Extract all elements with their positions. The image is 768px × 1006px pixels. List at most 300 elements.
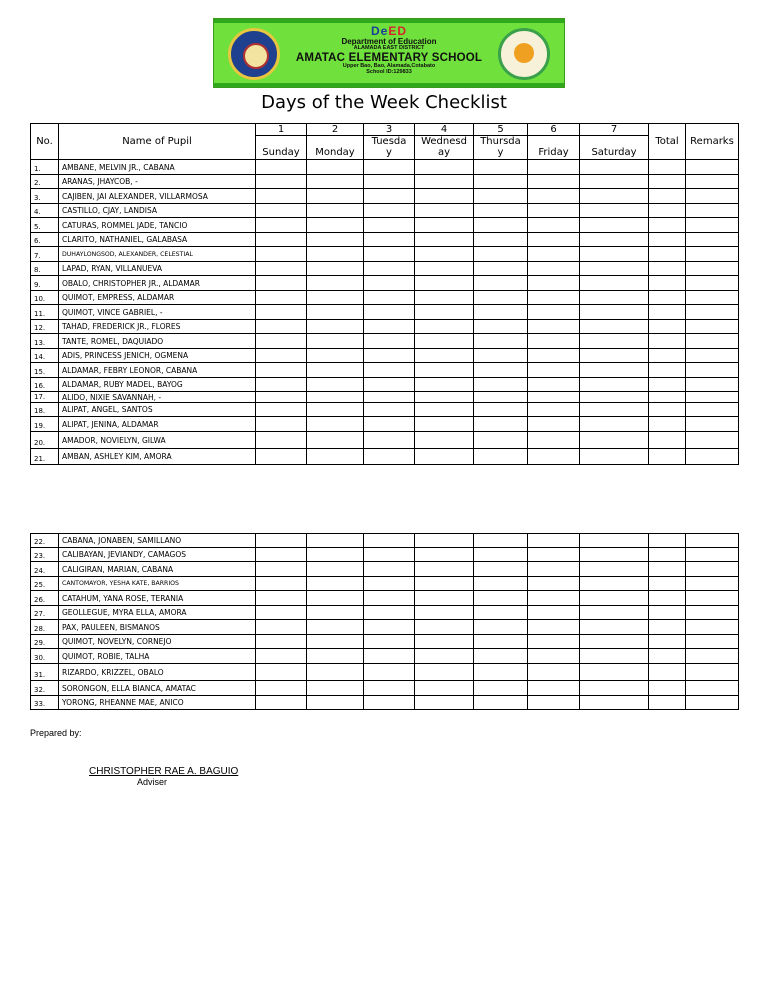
day-check-cell[interactable] (415, 392, 474, 403)
table-row (31, 635, 739, 649)
remarks-cell[interactable] (686, 363, 739, 378)
day-check-cell[interactable] (474, 291, 528, 305)
day-check-cell[interactable] (528, 204, 580, 218)
remarks-cell[interactable] (686, 548, 739, 562)
day-check-cell[interactable] (580, 417, 649, 432)
day-check-cell[interactable] (415, 449, 474, 465)
day-check-cell[interactable] (580, 577, 649, 591)
day-check-cell[interactable] (528, 548, 580, 562)
day-check-cell[interactable] (474, 218, 528, 233)
day-check-cell[interactable] (364, 432, 415, 449)
total-cell[interactable] (649, 534, 686, 548)
day-check-cell[interactable] (580, 534, 649, 548)
day-check-cell[interactable] (364, 189, 415, 204)
day-check-cell[interactable] (528, 189, 580, 204)
day-check-cell[interactable] (528, 591, 580, 606)
day-check-cell[interactable] (580, 449, 649, 465)
day-check-cell[interactable] (364, 247, 415, 262)
day-check-cell[interactable] (580, 305, 649, 320)
day-check-cell[interactable] (307, 403, 364, 417)
day-check-cell[interactable] (580, 160, 649, 175)
day-check-cell[interactable] (528, 363, 580, 378)
day-check-cell[interactable] (580, 378, 649, 392)
day-check-cell[interactable] (307, 534, 364, 548)
table-row (31, 534, 739, 548)
total-cell[interactable] (649, 320, 686, 334)
day-check-cell[interactable] (307, 305, 364, 320)
day-check-cell[interactable] (256, 262, 307, 276)
day-check-cell[interactable] (415, 276, 474, 291)
day-check-cell[interactable] (256, 591, 307, 606)
day-check-cell[interactable] (256, 291, 307, 305)
day-check-cell[interactable] (256, 696, 307, 710)
remarks-cell[interactable] (686, 378, 739, 392)
day-check-cell[interactable] (474, 696, 528, 710)
day-check-cell[interactable] (415, 432, 474, 449)
total-cell[interactable] (649, 635, 686, 649)
remarks-cell[interactable] (686, 432, 739, 449)
day-check-cell[interactable] (364, 392, 415, 403)
day-check-cell[interactable] (307, 577, 364, 591)
day-check-cell[interactable] (580, 591, 649, 606)
day-check-cell[interactable] (415, 591, 474, 606)
day-check-cell[interactable] (528, 233, 580, 247)
day-check-cell[interactable] (415, 175, 474, 189)
day-check-cell[interactable] (256, 320, 307, 334)
day-check-cell[interactable] (528, 649, 580, 664)
remarks-cell[interactable] (686, 534, 739, 548)
day-check-cell[interactable] (528, 403, 580, 417)
day-check-cell[interactable] (364, 606, 415, 620)
total-cell[interactable] (649, 403, 686, 417)
day-check-cell[interactable] (474, 449, 528, 465)
remarks-cell[interactable] (686, 247, 739, 262)
total-cell[interactable] (649, 392, 686, 403)
day-check-cell[interactable] (364, 548, 415, 562)
remarks-cell[interactable] (686, 696, 739, 710)
day-check-cell[interactable] (307, 417, 364, 432)
remarks-cell[interactable] (686, 606, 739, 620)
remarks-cell[interactable] (686, 160, 739, 175)
day-check-cell[interactable] (415, 247, 474, 262)
day-check-cell[interactable] (307, 378, 364, 392)
day-check-cell[interactable] (474, 392, 528, 403)
day-check-cell[interactable] (415, 417, 474, 432)
day-check-cell[interactable] (307, 189, 364, 204)
day-check-cell[interactable] (256, 432, 307, 449)
day-check-cell[interactable] (256, 417, 307, 432)
day-check-cell[interactable] (415, 378, 474, 392)
total-cell[interactable] (649, 305, 686, 320)
day-check-cell[interactable] (528, 305, 580, 320)
remarks-cell[interactable] (686, 403, 739, 417)
day-check-cell[interactable] (364, 175, 415, 189)
remarks-cell[interactable] (686, 189, 739, 204)
total-cell[interactable] (649, 432, 686, 449)
day-check-cell[interactable] (474, 160, 528, 175)
day-check-cell[interactable] (580, 681, 649, 696)
day-check-cell[interactable] (364, 591, 415, 606)
day-check-cell[interactable] (364, 276, 415, 291)
day-check-cell[interactable] (307, 548, 364, 562)
day-check-cell[interactable] (528, 320, 580, 334)
day-check-cell[interactable] (256, 334, 307, 349)
day-check-cell[interactable] (474, 378, 528, 392)
total-cell[interactable] (649, 262, 686, 276)
day-check-cell[interactable] (307, 620, 364, 635)
day-check-cell[interactable] (415, 681, 474, 696)
day-check-cell[interactable] (474, 189, 528, 204)
day-check-cell[interactable] (256, 363, 307, 378)
total-cell[interactable] (649, 606, 686, 620)
day-check-cell[interactable] (474, 591, 528, 606)
day-check-cell[interactable] (580, 204, 649, 218)
day-check-cell[interactable] (580, 696, 649, 710)
remarks-cell[interactable] (686, 591, 739, 606)
day-check-cell[interactable] (415, 620, 474, 635)
day-check-cell[interactable] (256, 620, 307, 635)
total-cell[interactable] (649, 276, 686, 291)
day-check-cell[interactable] (364, 403, 415, 417)
remarks-cell[interactable] (686, 305, 739, 320)
day-check-cell[interactable] (580, 349, 649, 363)
total-cell[interactable] (649, 175, 686, 189)
day-check-cell[interactable] (256, 649, 307, 664)
day-check-cell[interactable] (474, 432, 528, 449)
remarks-cell[interactable] (686, 175, 739, 189)
day-check-cell[interactable] (364, 681, 415, 696)
day-check-cell[interactable] (307, 276, 364, 291)
day-check-cell[interactable] (415, 204, 474, 218)
day-check-cell[interactable] (364, 417, 415, 432)
day-check-cell[interactable] (364, 562, 415, 577)
total-cell[interactable] (649, 649, 686, 664)
day-check-cell[interactable] (528, 218, 580, 233)
day-check-cell[interactable] (415, 160, 474, 175)
total-cell[interactable] (649, 291, 686, 305)
day-check-cell[interactable] (580, 334, 649, 349)
day-check-cell[interactable] (474, 635, 528, 649)
day-check-cell[interactable] (528, 620, 580, 635)
day-check-cell[interactable] (307, 363, 364, 378)
day-check-cell[interactable] (307, 664, 364, 681)
day-check-cell[interactable] (364, 320, 415, 334)
day-check-cell[interactable] (528, 392, 580, 403)
day-check-cell[interactable] (364, 696, 415, 710)
day-check-cell[interactable] (415, 363, 474, 378)
total-cell[interactable] (649, 417, 686, 432)
total-cell[interactable] (649, 204, 686, 218)
remarks-cell[interactable] (686, 449, 739, 465)
day-check-cell[interactable] (580, 548, 649, 562)
day-check-cell[interactable] (364, 334, 415, 349)
day-check-cell[interactable] (307, 218, 364, 233)
day-check-cell[interactable] (256, 160, 307, 175)
day-check-cell[interactable] (580, 175, 649, 189)
day-check-cell[interactable] (256, 349, 307, 363)
day-check-cell[interactable] (364, 378, 415, 392)
total-cell[interactable] (649, 664, 686, 681)
day-check-cell[interactable] (256, 681, 307, 696)
day-check-cell[interactable] (415, 218, 474, 233)
day-check-cell[interactable] (307, 562, 364, 577)
day-check-cell[interactable] (474, 262, 528, 276)
day-check-cell[interactable] (528, 276, 580, 291)
day-check-cell[interactable] (415, 349, 474, 363)
day-check-cell[interactable] (474, 681, 528, 696)
day-check-cell[interactable] (528, 681, 580, 696)
day-check-cell[interactable] (307, 591, 364, 606)
day-check-cell[interactable] (474, 417, 528, 432)
day-check-cell[interactable] (256, 449, 307, 465)
day-check-cell[interactable] (528, 417, 580, 432)
day-check-cell[interactable] (307, 233, 364, 247)
day-check-cell[interactable] (364, 363, 415, 378)
day-check-cell[interactable] (415, 403, 474, 417)
day-check-cell[interactable] (256, 606, 307, 620)
remarks-cell[interactable] (686, 392, 739, 403)
day-check-cell[interactable] (307, 449, 364, 465)
remarks-cell[interactable] (686, 562, 739, 577)
day-check-cell[interactable] (580, 291, 649, 305)
remarks-cell[interactable] (686, 334, 739, 349)
day-check-cell[interactable] (580, 620, 649, 635)
remarks-cell[interactable] (686, 262, 739, 276)
day-check-cell[interactable] (364, 305, 415, 320)
day-check-cell[interactable] (474, 664, 528, 681)
total-cell[interactable] (649, 363, 686, 378)
day-check-cell[interactable] (528, 562, 580, 577)
day-check-cell[interactable] (580, 262, 649, 276)
total-cell[interactable] (649, 449, 686, 465)
day-check-cell[interactable] (528, 606, 580, 620)
day-check-cell[interactable] (256, 218, 307, 233)
day-check-cell[interactable] (307, 334, 364, 349)
day-check-cell[interactable] (528, 175, 580, 189)
day-check-cell[interactable] (528, 247, 580, 262)
day-check-cell[interactable] (256, 305, 307, 320)
day-check-cell[interactable] (415, 548, 474, 562)
remarks-cell[interactable] (686, 649, 739, 664)
day-check-cell[interactable] (307, 649, 364, 664)
day-check-cell[interactable] (580, 363, 649, 378)
day-check-cell[interactable] (256, 233, 307, 247)
day-check-cell[interactable] (528, 432, 580, 449)
remarks-cell[interactable] (686, 349, 739, 363)
day-check-cell[interactable] (474, 320, 528, 334)
day-check-cell[interactable] (474, 620, 528, 635)
day-check-cell[interactable] (364, 349, 415, 363)
day-check-cell[interactable] (307, 320, 364, 334)
pupil-name: CASTILLO, CJAY, LANDISA (59, 204, 256, 218)
remarks-cell[interactable] (686, 681, 739, 696)
day-check-cell[interactable] (364, 291, 415, 305)
day-check-cell[interactable] (256, 577, 307, 591)
day-check-cell[interactable] (415, 577, 474, 591)
day-check-cell[interactable] (474, 276, 528, 291)
day-check-cell[interactable] (528, 635, 580, 649)
total-cell[interactable] (649, 562, 686, 577)
day-check-cell[interactable] (415, 305, 474, 320)
day-check-cell[interactable] (580, 635, 649, 649)
day-check-cell[interactable] (415, 233, 474, 247)
day-check-cell[interactable] (415, 262, 474, 276)
remarks-cell[interactable] (686, 204, 739, 218)
day-check-cell[interactable] (256, 204, 307, 218)
day-check-cell[interactable] (256, 403, 307, 417)
remarks-cell[interactable] (686, 620, 739, 635)
total-cell[interactable] (649, 349, 686, 363)
day-check-cell[interactable] (364, 449, 415, 465)
day-check-cell[interactable] (415, 291, 474, 305)
day-check-cell[interactable] (528, 349, 580, 363)
total-cell[interactable] (649, 189, 686, 204)
day-check-cell[interactable] (364, 635, 415, 649)
day-check-cell[interactable] (580, 562, 649, 577)
total-cell[interactable] (649, 247, 686, 262)
remarks-cell[interactable] (686, 577, 739, 591)
day-check-cell[interactable] (474, 548, 528, 562)
day-check-cell[interactable] (307, 175, 364, 189)
day-check-cell[interactable] (307, 681, 364, 696)
day-check-cell[interactable] (256, 562, 307, 577)
total-cell[interactable] (649, 160, 686, 175)
day-check-cell[interactable] (580, 664, 649, 681)
day-check-cell[interactable] (415, 606, 474, 620)
day-check-cell[interactable] (256, 392, 307, 403)
day-check-cell[interactable] (580, 320, 649, 334)
day-check-cell[interactable] (474, 649, 528, 664)
day-check-cell[interactable] (415, 635, 474, 649)
day-check-cell[interactable] (474, 403, 528, 417)
day-check-cell[interactable] (474, 577, 528, 591)
total-cell[interactable] (649, 233, 686, 247)
day-check-cell[interactable] (307, 204, 364, 218)
day-check-cell[interactable] (528, 262, 580, 276)
day-check-cell[interactable] (474, 247, 528, 262)
remarks-cell[interactable] (686, 276, 739, 291)
day-check-cell[interactable] (307, 606, 364, 620)
day-check-cell[interactable] (364, 218, 415, 233)
day-check-cell[interactable] (256, 189, 307, 204)
day-check-cell[interactable] (364, 233, 415, 247)
total-cell[interactable] (649, 218, 686, 233)
day-check-cell[interactable] (474, 349, 528, 363)
total-cell[interactable] (649, 378, 686, 392)
day-check-cell[interactable] (256, 276, 307, 291)
day-check-cell[interactable] (580, 233, 649, 247)
day-check-cell[interactable] (307, 696, 364, 710)
remarks-cell[interactable] (686, 233, 739, 247)
day-check-cell[interactable] (580, 276, 649, 291)
day-check-cell[interactable] (528, 696, 580, 710)
total-cell[interactable] (649, 681, 686, 696)
day-check-cell[interactable] (580, 606, 649, 620)
day-check-cell[interactable] (415, 562, 474, 577)
day-check-cell[interactable] (415, 320, 474, 334)
day-check-cell[interactable] (474, 204, 528, 218)
day-check-cell[interactable] (580, 218, 649, 233)
day-check-cell[interactable] (528, 291, 580, 305)
day-check-cell[interactable] (256, 175, 307, 189)
day-check-cell[interactable] (364, 204, 415, 218)
day-check-cell[interactable] (415, 696, 474, 710)
day-check-cell[interactable] (256, 378, 307, 392)
day-check-cell[interactable] (474, 175, 528, 189)
day-check-cell[interactable] (580, 392, 649, 403)
day-check-cell[interactable] (307, 262, 364, 276)
day-check-cell[interactable] (580, 649, 649, 664)
day-check-cell[interactable] (364, 620, 415, 635)
total-cell[interactable] (649, 334, 686, 349)
remarks-cell[interactable] (686, 320, 739, 334)
day-check-cell[interactable] (364, 160, 415, 175)
day-check-cell[interactable] (364, 577, 415, 591)
day-check-cell[interactable] (474, 534, 528, 548)
day-check-cell[interactable] (580, 403, 649, 417)
total-cell[interactable] (649, 548, 686, 562)
remarks-cell[interactable] (686, 664, 739, 681)
day-check-cell[interactable] (415, 664, 474, 681)
total-cell[interactable] (649, 620, 686, 635)
day-check-cell[interactable] (474, 305, 528, 320)
day-check-cell[interactable] (474, 606, 528, 620)
day-check-cell[interactable] (474, 334, 528, 349)
total-cell[interactable] (649, 577, 686, 591)
day-check-cell[interactable] (364, 262, 415, 276)
day-check-cell[interactable] (307, 291, 364, 305)
day-check-cell[interactable] (474, 562, 528, 577)
day-check-cell[interactable] (307, 247, 364, 262)
day-check-cell[interactable] (307, 432, 364, 449)
remarks-cell[interactable] (686, 417, 739, 432)
day-check-cell[interactable] (307, 349, 364, 363)
day-check-cell[interactable] (256, 635, 307, 649)
day-check-cell[interactable] (307, 635, 364, 649)
day-check-cell[interactable] (528, 378, 580, 392)
day-check-cell[interactable] (364, 664, 415, 681)
day-check-cell[interactable] (580, 247, 649, 262)
day-check-cell[interactable] (415, 189, 474, 204)
remarks-cell[interactable] (686, 218, 739, 233)
remarks-cell[interactable] (686, 291, 739, 305)
day-check-cell[interactable] (474, 363, 528, 378)
day-check-cell[interactable] (256, 247, 307, 262)
day-check-cell[interactable] (528, 160, 580, 175)
day-check-cell[interactable] (528, 334, 580, 349)
day-check-cell[interactable] (415, 534, 474, 548)
day-check-cell[interactable] (528, 449, 580, 465)
day-check-cell[interactable] (474, 233, 528, 247)
total-cell[interactable] (649, 591, 686, 606)
day-check-cell[interactable] (528, 577, 580, 591)
day-check-cell[interactable] (307, 160, 364, 175)
day-check-cell[interactable] (580, 189, 649, 204)
day-check-cell[interactable] (364, 649, 415, 664)
day-check-cell[interactable] (256, 534, 307, 548)
day-check-cell[interactable] (307, 392, 364, 403)
day-check-cell[interactable] (580, 432, 649, 449)
total-cell[interactable] (649, 696, 686, 710)
day-check-cell[interactable] (415, 334, 474, 349)
day-check-cell[interactable] (256, 664, 307, 681)
day-check-cell[interactable] (256, 548, 307, 562)
day-check-cell[interactable] (528, 664, 580, 681)
day-check-cell[interactable] (528, 534, 580, 548)
day-check-cell[interactable] (364, 534, 415, 548)
day-check-cell[interactable] (415, 649, 474, 664)
remarks-cell[interactable] (686, 635, 739, 649)
